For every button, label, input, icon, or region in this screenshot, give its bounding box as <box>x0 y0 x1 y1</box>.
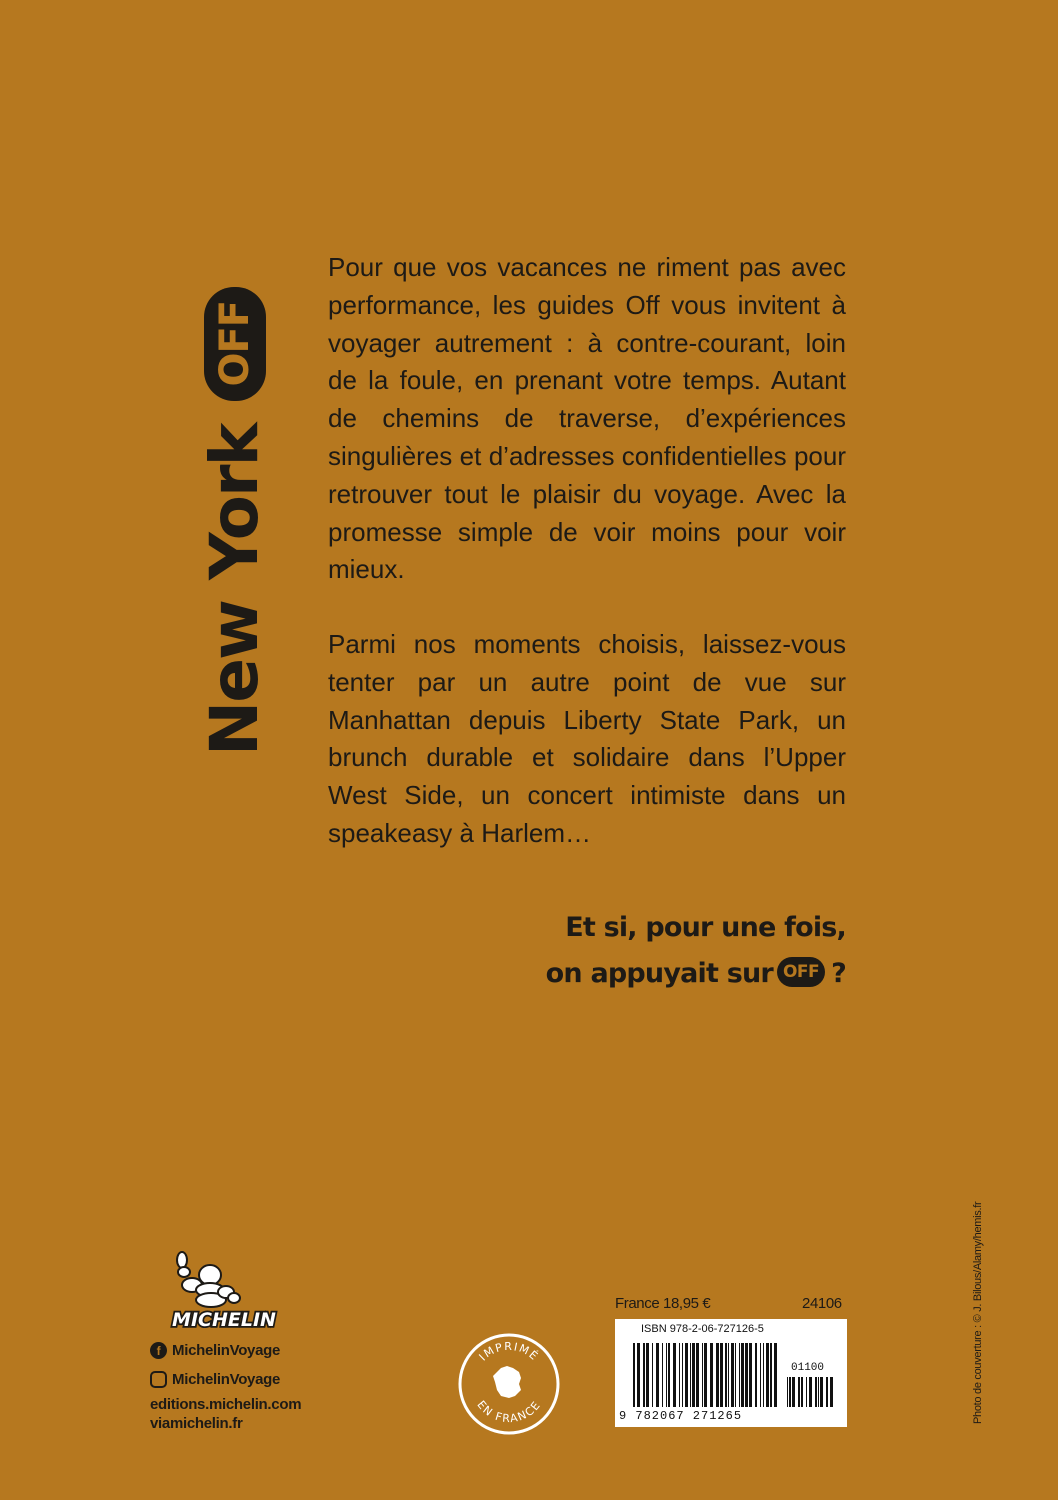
barcode-bar-31 <box>763 1343 764 1407</box>
barcode-bar-19 <box>716 1343 719 1407</box>
barcode-bar-9 <box>820 1377 823 1407</box>
spine-title <box>196 250 273 756</box>
barcode-bar-5 <box>656 1343 659 1407</box>
instagram-handle: MichelinVoyage <box>172 1371 281 1388</box>
tagline-prefix: on appuyait sur <box>545 958 773 989</box>
barcode-bar-21 <box>725 1343 727 1407</box>
barcode-bar-14 <box>692 1343 695 1407</box>
barcode-bar-25 <box>739 1343 740 1407</box>
barcode-bar-2 <box>643 1343 645 1407</box>
barcode-bar-32 <box>766 1343 769 1407</box>
barcode-bar-20 <box>720 1343 723 1407</box>
michelin-logo <box>148 1250 300 1332</box>
barcode-bar-10 <box>679 1343 680 1407</box>
tagline-line1: Et si, pour une fois, <box>565 912 846 943</box>
facebook-icon: f <box>150 1342 167 1359</box>
instagram-link[interactable] <box>150 1371 280 1388</box>
facebook-link[interactable] <box>150 1342 280 1359</box>
addon-barcode <box>785 1377 839 1407</box>
barcode-bar-9 <box>673 1343 676 1407</box>
barcode-bar-28 <box>749 1343 752 1407</box>
barcode-bar-24 <box>735 1343 736 1407</box>
michelin-wordmark: MICHELIN <box>172 1309 276 1331</box>
book-title: New York <box>196 424 273 756</box>
website-editions[interactable]: editions.michelin.com <box>150 1396 302 1413</box>
facebook-handle: MichelinVoyage <box>172 1342 281 1359</box>
barcode-bar-29 <box>755 1343 757 1407</box>
ean-barcode <box>631 1343 779 1407</box>
product-code: 24106 <box>802 1295 842 1312</box>
barcode-bar-0 <box>787 1377 788 1407</box>
barcode-bar-33 <box>770 1343 772 1407</box>
barcode-bar-13 <box>690 1343 691 1407</box>
barcode-bar-18 <box>710 1343 713 1407</box>
barcode-bar-8 <box>818 1377 819 1407</box>
barcode-bar-4 <box>652 1343 653 1407</box>
website-viamichelin[interactable]: viamichelin.fr <box>150 1415 243 1432</box>
barcode-bar-3 <box>798 1377 800 1407</box>
intro-paragraph: Pour que vos vacances ne riment pas avec performance, les guides Off vous invitent à voyager autrement : à contre-courant, loin de la foule, en prenant votre temps. Autant de chemins de traverse, d’expériences singulières et d’adresses confidentielles pour retrouver tout le plaisir du voyage. Avec la promesse simple de voir moins pour voir mieux. <box>328 252 846 585</box>
barcode-bar-7 <box>815 1377 817 1407</box>
tagline <box>546 905 846 997</box>
barcode-bar-6 <box>662 1343 663 1407</box>
imprime-en-france-stamp <box>457 1332 561 1436</box>
barcode-bar-15 <box>696 1343 699 1407</box>
france-map-icon <box>493 1366 521 1398</box>
stamp-top-text: IMPRIMÉ <box>476 1339 542 1364</box>
barcode-bar-12 <box>685 1343 688 1407</box>
barcode-bar-4 <box>801 1377 803 1407</box>
barcode-bar-6 <box>809 1377 812 1407</box>
off-badge: OFF <box>204 287 266 401</box>
barcode-bar-23 <box>731 1343 734 1407</box>
barcode-bar-0 <box>633 1343 635 1407</box>
barcode-bar-30 <box>760 1343 761 1407</box>
barcode-bar-5 <box>806 1377 807 1407</box>
addon-number: 01100 <box>791 1362 825 1374</box>
barcode-bar-11 <box>682 1343 683 1407</box>
barcode-bar-10 <box>826 1377 828 1407</box>
barcode-bar-34 <box>774 1343 777 1407</box>
price: France 18,95 € <box>615 1295 711 1312</box>
barcode-bar-3 <box>646 1343 649 1407</box>
isbn-text: ISBN 978-2-06-727126-5 <box>641 1323 764 1335</box>
barcode-bar-22 <box>728 1343 729 1407</box>
barcode-bar-17 <box>704 1343 707 1407</box>
barcode-bar-7 <box>666 1343 667 1407</box>
barcode-bar-8 <box>668 1343 670 1407</box>
barcode-box <box>615 1319 847 1427</box>
instagram-icon <box>150 1371 167 1388</box>
barcode-bar-1 <box>789 1377 791 1407</box>
tagline-line2 <box>546 951 846 997</box>
barcode-bar-2 <box>792 1377 795 1407</box>
highlights-paragraph: Parmi nos moments choisis, laissez-vous tenter par un autre point de vue sur Manhattan depuis Liberty State Park, un brunch durable et solidaire dans l’Upper West Side, un concert intimiste dans un speakeasy à Harlem… <box>328 629 846 848</box>
ean-digits: 9 782067 271265 <box>619 1409 743 1423</box>
barcode-bar-1 <box>637 1343 640 1407</box>
barcode-bar-27 <box>745 1343 748 1407</box>
tagline-suffix: ? <box>831 958 846 989</box>
tagline-off-badge: OFF <box>777 957 825 987</box>
barcode-bar-26 <box>741 1343 744 1407</box>
barcode-bar-16 <box>702 1343 703 1407</box>
photo-credit-text: Photo de couverture : © J. Bilous/Alamy/hemis.fr <box>972 1201 984 1424</box>
stamp-bottom-text: EN FRANCE <box>474 1398 544 1426</box>
barcode-bar-11 <box>830 1377 833 1407</box>
photo-credit <box>968 1198 988 1424</box>
